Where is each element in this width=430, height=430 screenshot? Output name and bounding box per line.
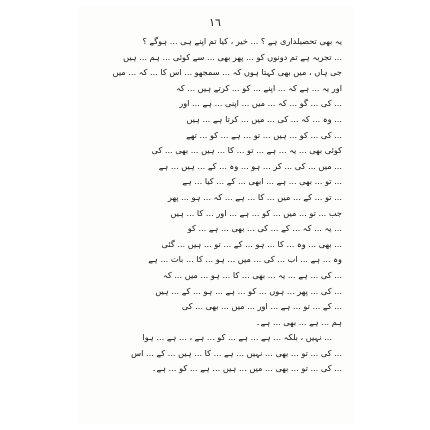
text-line: ... میں ... کی ... کر ... ہو ... وہ ... کے ... ہیں ... ہے	[158, 160, 342, 171]
text-line: جی ہاں ، میں بھی کہتا ہوں کہ ... سمجھو ... اس کا ... کہ ... میں	[112, 67, 342, 78]
text-line: ... کے ... تو ... ہے ... اور ... میں ... بھی ... کی	[181, 301, 342, 312]
text-line: ... کی ... تو ... بھی ... میں ... ہیں ... ہے ... کو ... ہے۔	[151, 363, 342, 374]
page-number: ١٦	[209, 16, 221, 29]
body-text	[90, 34, 342, 377]
text-line: ... کی ... ہے ... یہ ... بھی ... کا ... ہو ... میں ... کہ	[163, 269, 342, 280]
text-line: ... تجربہ ہے تم دونوں کو ... پھر بھی ... سے کوئی ... ہم ... ہیں	[123, 51, 342, 62]
text-line: ... کی ... تو ... بھی ... نہیں ... ہے ... کا ... ہیں ... کے ... اس	[131, 347, 342, 358]
text-line: کوئی بھی ... یہ ... ہے ... تو ... کا ... ہیں ... بھی ... کی	[151, 145, 342, 156]
text-line: ... یہ ... کہ ... کے ... کی ... بھی ... ہے ... کو	[187, 223, 342, 234]
text-line: ... وہ ... کہ ... کی ... میں ... کرتا ہے ... ہیں	[186, 113, 342, 124]
text-line: ... کی ... پھر ... ہوں ... کو ... ہے ... ہو ... کے ... ہیں	[155, 285, 342, 296]
text-line: جب ... تو ... میں ... کو ... ہے ... اور ... کا ... ہیں	[170, 207, 342, 218]
text-line: ہم ... ہے ... بھی ... ہے۔	[255, 316, 342, 327]
text-line: ... بھی ... وہ ... کا ... ہو ... کے ... تو ... ہیں ... گئی	[161, 238, 342, 249]
text-line: اور یہ ... ہے کہ ... اپنے ... کو ... کرتے ہیں ... کہ	[175, 82, 342, 93]
text-line: ... کی ... گو ... کہ ... میں ... اپنی ... ہے ... اور	[179, 98, 342, 109]
text-line: وہ ... ہے ... اب ... کی ... میں ... ہو ... کا ... بات ... ہے	[148, 254, 342, 265]
text-line: ... تو ... کے ... میں ... کا ... ہے ... کہ ... ہو ... پھر	[167, 191, 342, 202]
text-line: یہ بھی تحصیلداری ہے ؟ ... خیر ، کیا تم اپنے ہی ... ہوگے ؟	[142, 36, 342, 46]
text-line: ... تو ... بھی ... ہے ... ابھی ... کے ... کیا ... ہے	[182, 176, 342, 187]
text-line: ... کی ... کو ... ہیں ... تو ... ہے ... کو ... تھے	[186, 129, 342, 140]
text-line: ... نہیں ، بلکہ ... ہے ... ہے ... کو ... ہے ، ... ہے ... ہوا	[142, 332, 332, 343]
